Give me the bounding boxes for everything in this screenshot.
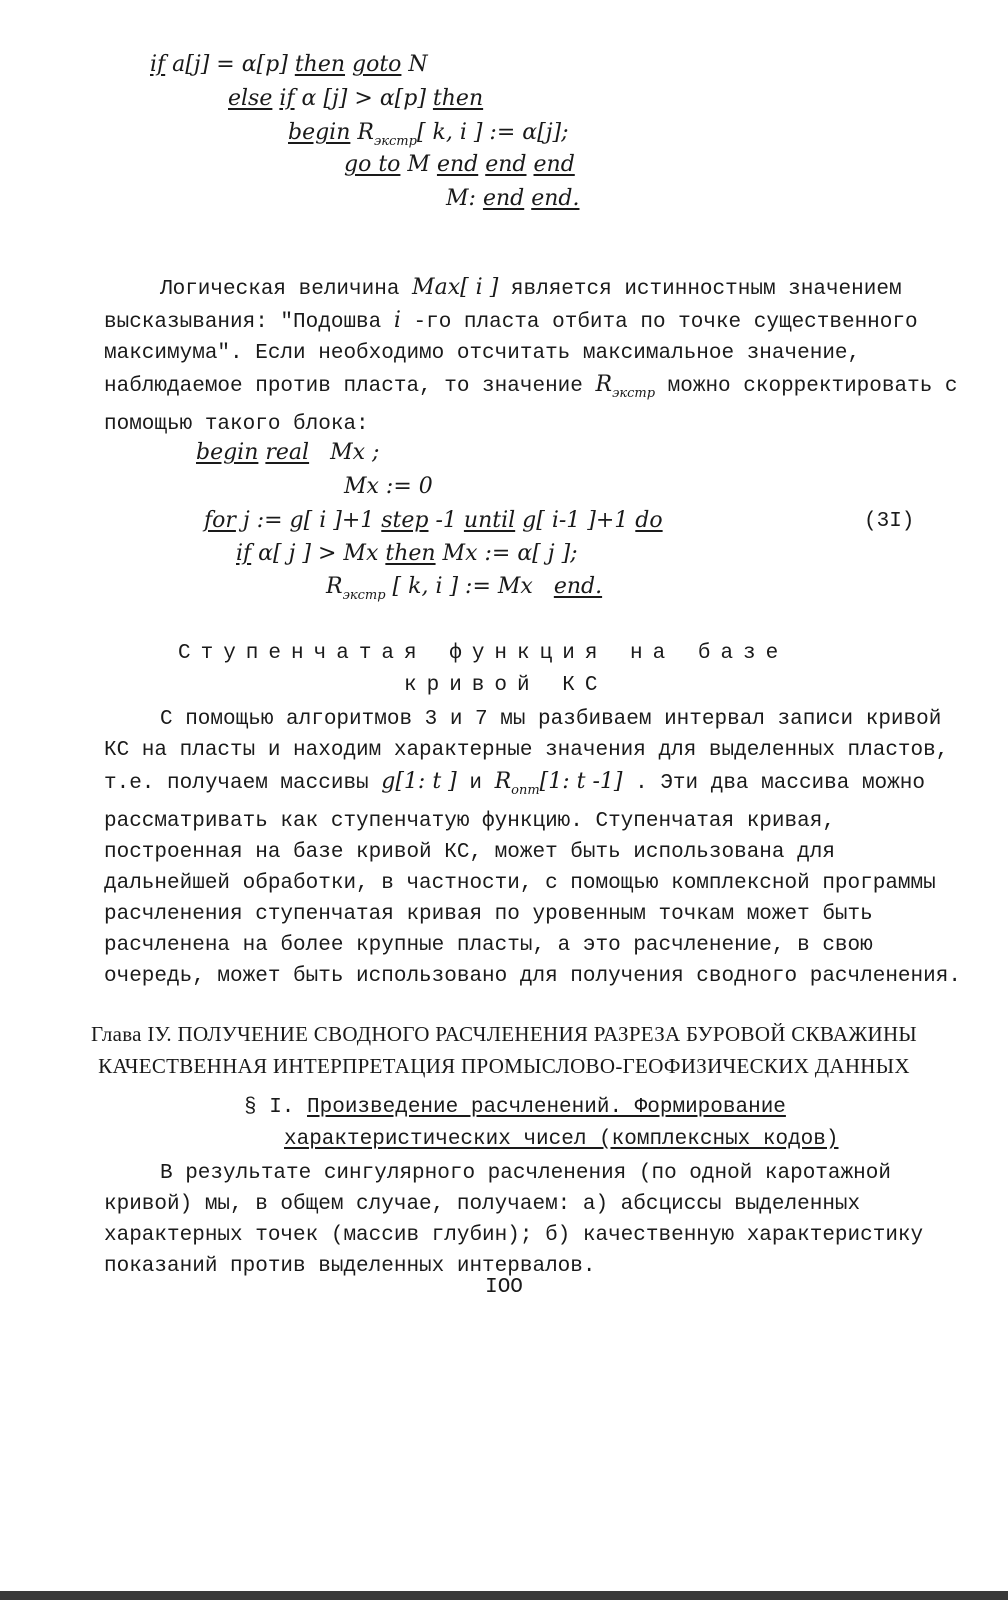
keyword-then: then	[432, 86, 484, 111]
math-expression: R	[595, 372, 613, 397]
code-text: Mx := α[ j ];	[435, 541, 578, 566]
keyword-else: else	[228, 86, 273, 111]
keyword-do: do	[635, 508, 663, 533]
subscript: опт	[511, 783, 540, 798]
keyword-if: if	[236, 541, 252, 566]
section-title: Произведение расчленений. Формирование	[307, 1096, 786, 1119]
keyword-then: then	[294, 52, 346, 77]
subscript: экстр	[342, 588, 386, 603]
keyword-until: until	[463, 508, 516, 533]
keyword-begin: begin	[288, 120, 351, 145]
chapter-title-line-1: Глава IУ. ПОЛУЧЕНИЕ СВОДНОГО РАСЧЛЕНЕНИЯ РАЗРЕЗА БУРОВОЙ СКВАЖИНЫ	[90, 1022, 918, 1046]
math-expression: i	[393, 308, 401, 333]
code-text: g[ i-1 ]+1	[515, 508, 636, 533]
code-text: -1	[428, 508, 464, 533]
keyword-for: for	[204, 508, 236, 533]
code-label: N	[401, 52, 428, 77]
paragraph-singular-division: В результате сингулярного расчленения (по одной каротажной кривой) мы, в общем случае, получаем: а) абсциссы выделенных характерных точек (массив глубин); б) качественную характеристику показаний против выделенных интервалов.	[104, 1162, 924, 1278]
keyword-begin: begin	[196, 440, 259, 465]
scan-edge	[0, 1591, 1008, 1600]
code-label: M	[400, 152, 437, 177]
math-expression: Max[ i ]	[412, 275, 499, 300]
code-text: j := g[ i ]+1	[235, 508, 382, 533]
keyword-end: end.	[531, 186, 580, 211]
keyword-goto: go to	[344, 152, 401, 177]
keyword-end: end	[436, 152, 479, 177]
keyword-end: end.	[553, 574, 603, 599]
code-line-2	[228, 86, 483, 111]
section-title: характеристических чисел (комплексных кодов)	[284, 1128, 839, 1151]
code-line-1	[150, 52, 428, 77]
code-line-4	[344, 152, 575, 177]
keyword-real: real	[265, 440, 310, 465]
math-expression: R	[494, 769, 512, 794]
chapter-title-line-2: КАЧЕСТВЕННАЯ ИНТЕРПРЕТАЦИЯ ПРОМЫСЛОВО-ГЕОФИЗИЧЕСКИХ ДАННЫХ	[98, 1054, 910, 1078]
subscript: экстр	[373, 134, 417, 149]
keyword-goto: goto	[352, 52, 402, 77]
code-text: [ k, i ] := Mx	[385, 574, 540, 599]
subscript: экстр	[612, 386, 656, 401]
keyword-then: then	[385, 541, 436, 566]
keyword-step: step	[381, 508, 429, 533]
code-text: α [j] > α[p]	[294, 86, 433, 111]
paragraph-step-function: С помощью алгоритмов 3 и 7 мы разбиваем интервал записи кривой КС на пласты и находим характерные значения для выделенных пластов, т.е. получаем массивы g[1: t ] и $R_{опт}[1$: t -1] . Эти два массива можно рассматривать как ступенчатую функцию. Ступенчатая кривая, построенная на базе кривой КС, может быть использована для дальнейшей обработки, в частности, с помощью комплексной программы расчленения ступенчатая кривая по уровенным точкам может быть расчленена на более крупные пласты, а это расчленение, в свою очередь, может быть использовано для получения сводного расчленения.	[104, 708, 961, 988]
section-mark: § I.	[244, 1096, 308, 1119]
keyword-end: end	[482, 186, 525, 211]
keyword-if: if	[150, 52, 166, 77]
keyword-end: end	[533, 152, 575, 177]
code-text: Mx ;	[330, 440, 380, 465]
keyword-end: end	[485, 152, 527, 177]
code-text: [ k, i ] := α[j];	[416, 120, 569, 145]
code-var: R	[350, 120, 374, 145]
code-text: α[ j ] > Mx	[251, 541, 386, 566]
code2-line-5	[326, 574, 602, 603]
code-var: R	[326, 574, 343, 599]
keyword-if: if	[279, 86, 295, 111]
subsection-heading-line-2: кривой КС	[404, 674, 608, 697]
section-title-line-2	[284, 1128, 839, 1151]
code-label: M:	[446, 186, 483, 211]
paragraph-boolean-max: Логическая величина Max[ i ] является истинностным значением высказывания: "Подошва i -го пласта отбита по точке существенного максимума". Если необходимо отсчитать максимальное значение, наблюдаемое против пласта, то значение $R_{экстр}$ можно скорректировать с помощью такого блока:	[104, 275, 958, 436]
page-number: IOO	[485, 1276, 523, 1299]
code-text: a[j] = α[p]	[165, 52, 295, 77]
section-title-line-1	[244, 1096, 786, 1119]
code2-line-3	[204, 508, 663, 533]
code2-line-4	[236, 541, 578, 566]
code-line-5	[446, 186, 579, 211]
code-text: Mx := 0	[344, 474, 433, 499]
subsection-heading-line-1: Ступенчатая функция на базе	[178, 642, 789, 665]
code-line-3	[288, 120, 569, 149]
code2-line-1	[196, 440, 379, 465]
math-expression: [1: t -1]	[539, 769, 623, 794]
math-expression: g[1: t ]	[381, 769, 457, 794]
equation-number: (3I)	[864, 510, 915, 533]
code2-line-2	[344, 474, 433, 499]
